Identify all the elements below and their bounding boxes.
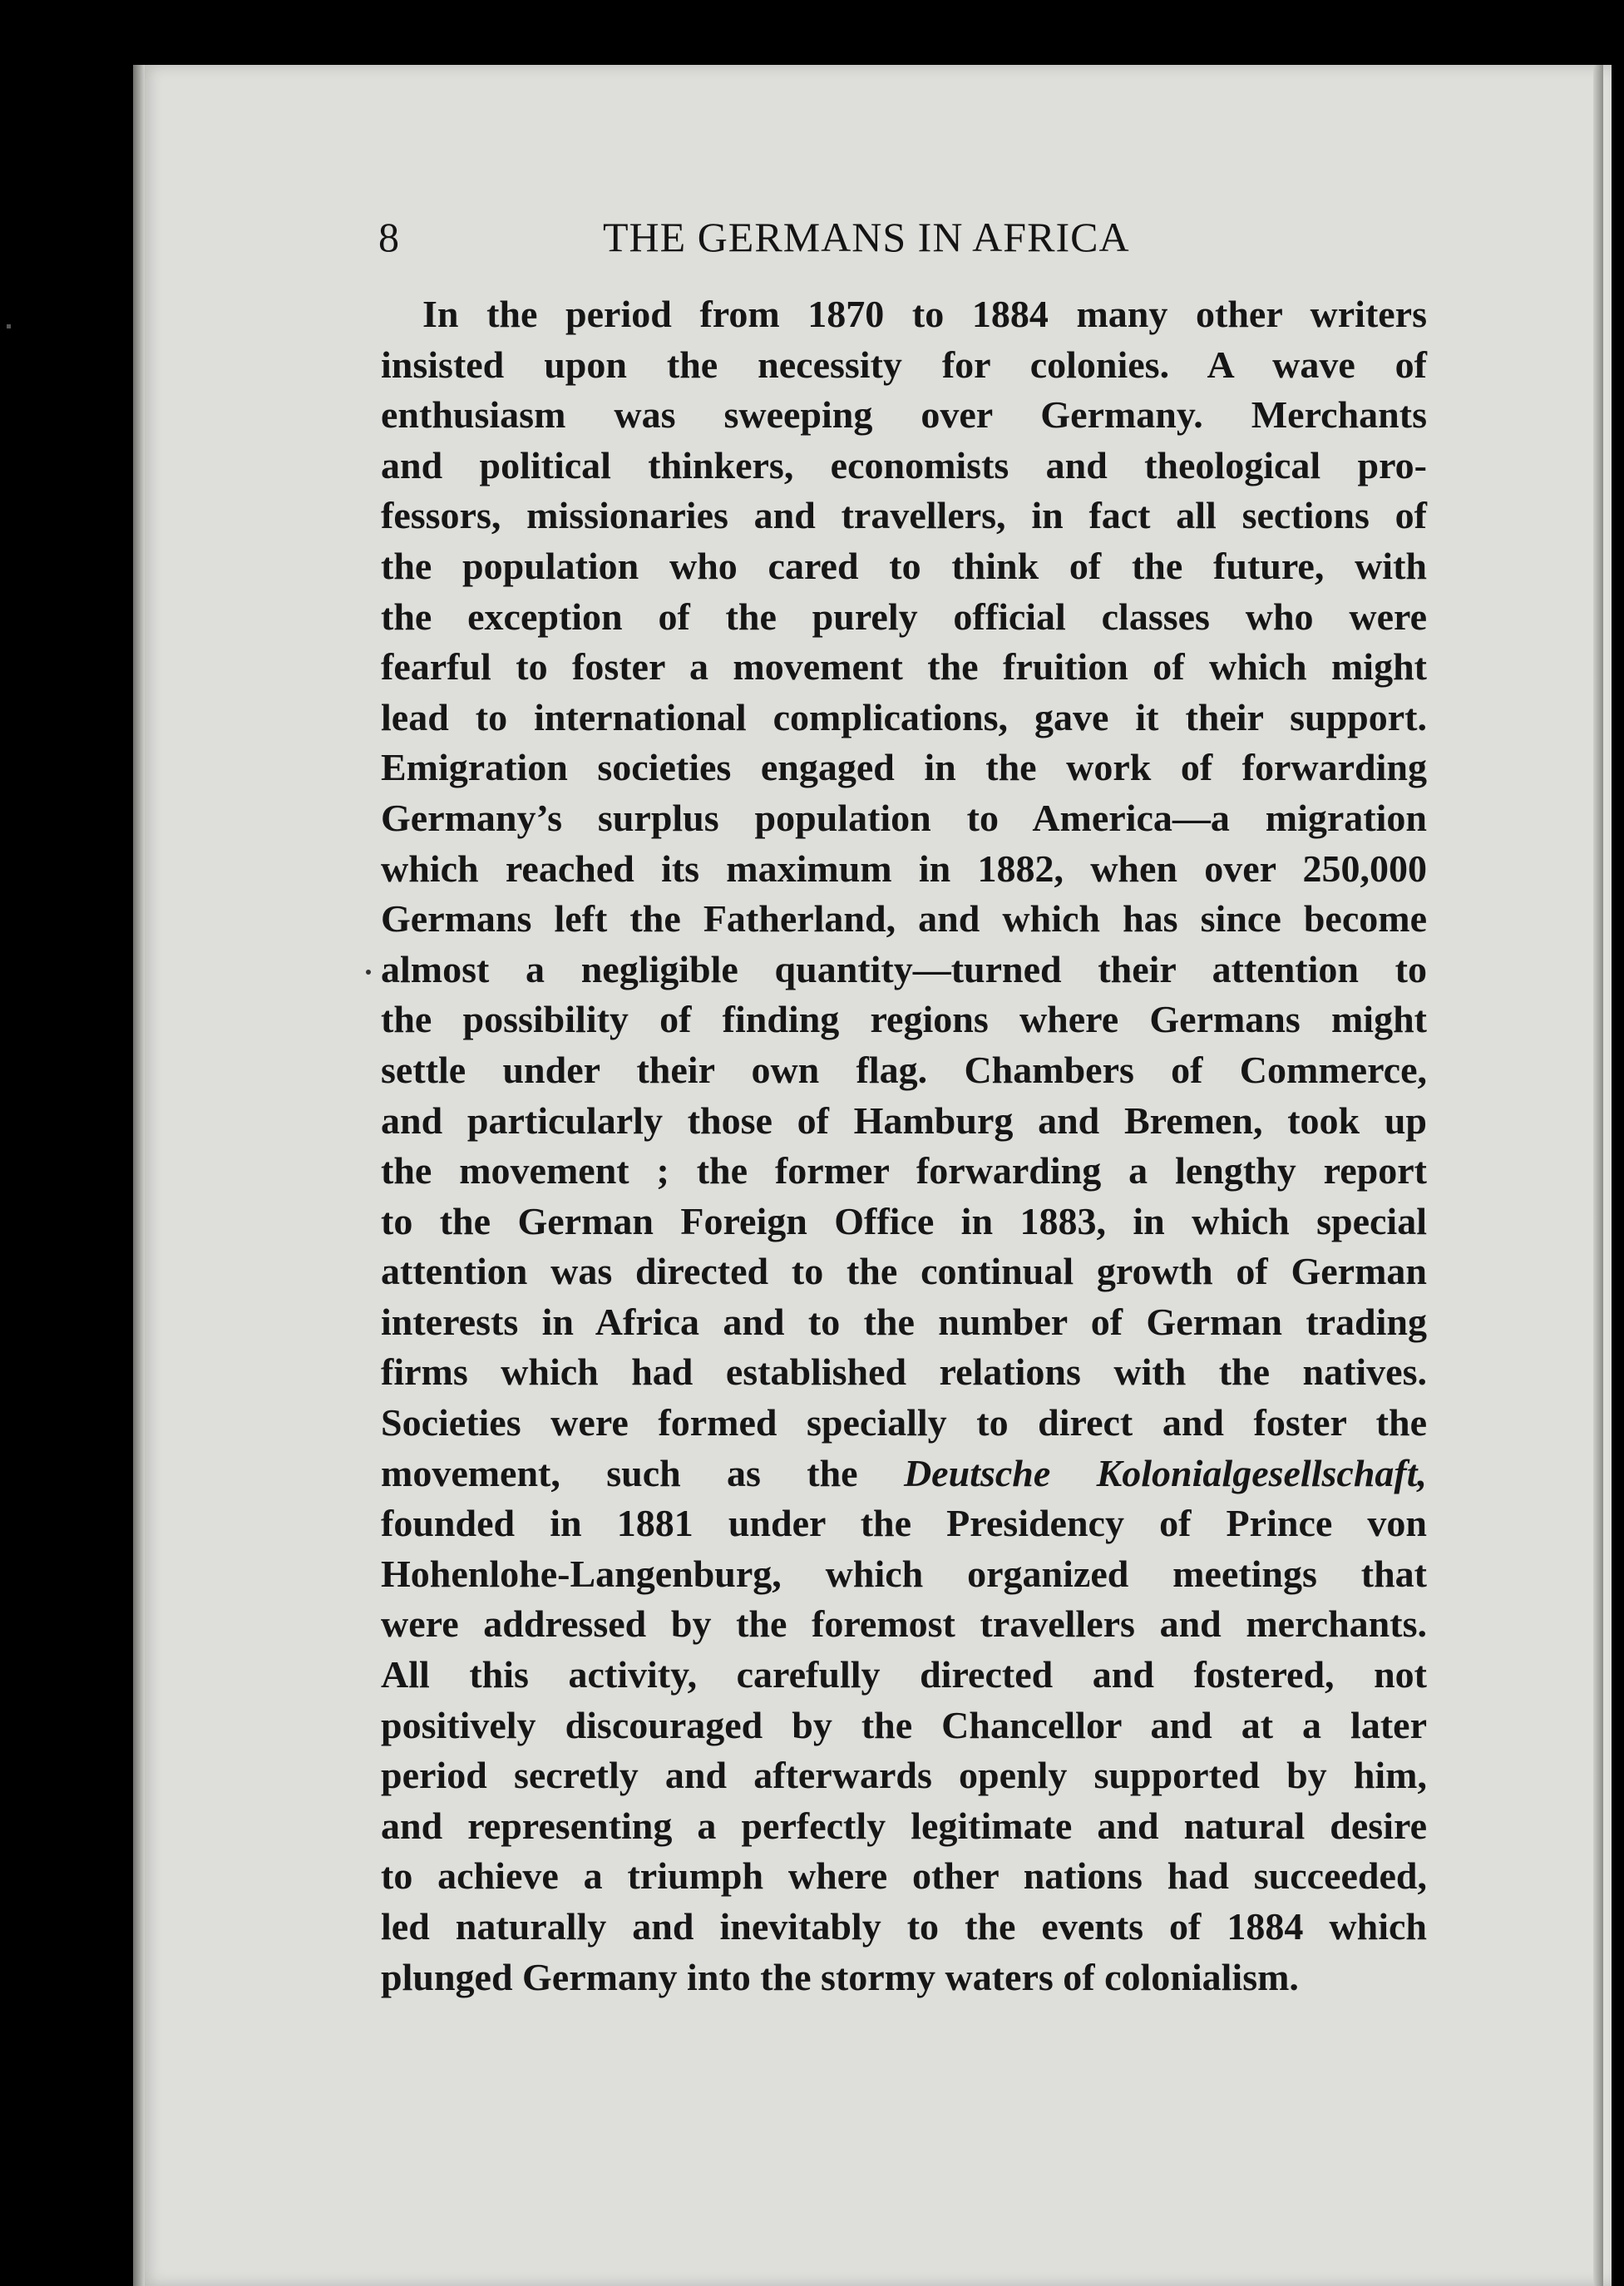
text-line: positively discouraged by the Chancellor and at a later: [381, 1703, 1427, 1746]
text-line: and representing a perfectly legitimate and natural desire: [381, 1804, 1427, 1847]
page-gutter-shadow: [133, 65, 145, 2286]
text-line: In the period from 1870 to 1884 many other writers: [422, 293, 1427, 335]
text-line: and political thinkers, economists and theological pro-: [381, 443, 1427, 486]
text-line: were addressed by the foremost travellers and merchants.: [381, 1602, 1427, 1646]
text-line: attention was directed to the continual growth of German: [381, 1250, 1427, 1293]
body-paragraph: [381, 289, 1427, 2002]
text-line: the possibility of finding regions where Germans might: [381, 998, 1427, 1041]
text-segment: movement, such as the: [381, 1451, 858, 1494]
text-line: the movement ; the former forwarding a lengthy report: [381, 1149, 1427, 1192]
text-line: to the German Foreign Office in 1883, in which special: [381, 1199, 1427, 1242]
text-line: the exception of the purely official classes who were: [381, 595, 1427, 638]
text-line: enthusiasm was sweeping over Germany. Merchants: [381, 393, 1427, 437]
running-title: THE GERMANS IN AFRICA: [603, 214, 1130, 260]
text-line: which reached its maximum in 1882, when over 250,000: [381, 847, 1427, 890]
text-line: led naturally and inevitably to the events of 1884 which: [381, 1905, 1427, 1948]
text-line: Germans left the Fatherland, and which has since become: [381, 897, 1427, 941]
margin-mark: [366, 970, 371, 975]
text-line: period secretly and afterwards openly supported by him,: [381, 1754, 1427, 1797]
page-header: [378, 208, 1426, 266]
text-line: settle under their own flag. Chambers of Commerce,: [381, 1048, 1427, 1091]
text-line: to achieve a triumph where other nations had succeeded,: [381, 1854, 1427, 1898]
text-line: firms which had established relations with the natives.: [381, 1350, 1427, 1394]
text-line: Hohenlohe-Langenburg, which organized meetings that: [381, 1552, 1427, 1595]
scan-speck: [7, 324, 11, 328]
text-line: Germany’s surplus population to America—a migration: [381, 796, 1427, 839]
text-line: All this activity, carefully directed and fostered, not: [381, 1653, 1427, 1696]
text-line: interests in Africa and to the number of German trading: [381, 1300, 1427, 1343]
text-line-with-italic: [381, 1449, 1427, 1499]
text-line: fearful to foster a movement the fruition of which might: [381, 645, 1427, 689]
text-line: Societies were formed specially to direct and foster the: [381, 1401, 1427, 1444]
text-line: almost a negligible quantity—turned their attention to: [381, 947, 1427, 990]
text-line: lead to international complications, gave it their support.: [381, 695, 1427, 738]
text-line: founded in 1881 under the Presidency of Prince von: [381, 1502, 1427, 1545]
text-line: Emigration societies engaged in the work of forwarding: [381, 746, 1427, 789]
text-line: insisted upon the necessity for colonies. A wave of: [381, 343, 1427, 386]
society-name-italic: Deutsche Kolonialgesellschaft,: [903, 1451, 1427, 1494]
text-line: and particularly those of Hamburg and Bremen, took up: [381, 1099, 1427, 1142]
page-right-edge: [1593, 65, 1603, 2286]
page-number: 8: [378, 214, 399, 260]
text-line: fessors, missionaries and travellers, in fact all sections of: [381, 494, 1427, 537]
text-line: plunged Germany into the stormy waters of colonialism.: [381, 1955, 1299, 1998]
text-line: the population who cared to think of the future, with: [381, 544, 1427, 587]
